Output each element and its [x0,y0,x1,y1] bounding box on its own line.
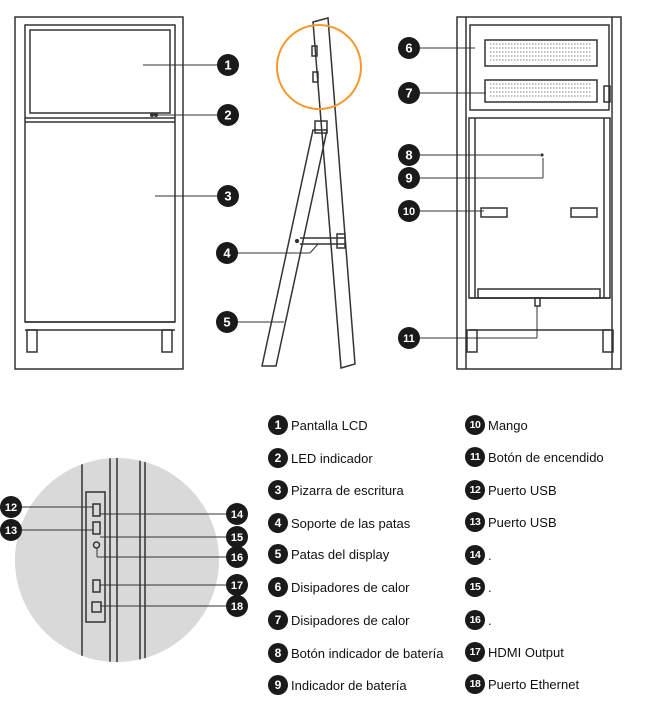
legend-label: . [488,547,492,563]
callout-4 [216,242,238,264]
legend-label: Botón de encendido [488,449,604,465]
back-view [457,17,621,369]
legend-badge: 9 [268,675,288,695]
legend-item-11 [465,446,604,468]
legend-badge: 17 [465,642,485,662]
callout-2 [217,104,239,126]
callout-6 [398,37,420,59]
legend-item-5 [268,543,389,565]
svg-text:13: 13 [4,525,18,537]
svg-text:3: 3 [224,188,232,204]
legend-label: Indicador de batería [291,677,407,693]
legend-label: Puerto USB [488,514,557,530]
front-callout-lines [143,65,217,196]
heatsink-vents [490,44,592,96]
legend-badge: 3 [268,480,288,500]
legend-item-14 [465,544,492,566]
legend-label: . [488,579,492,595]
callout-10 [398,200,420,222]
legend-label: LED indicador [291,450,373,466]
svg-text:11: 11 [403,333,415,345]
legend-label: Mango [488,417,528,433]
svg-text:8: 8 [405,147,413,163]
side-view [262,18,355,368]
legend-item-2 [268,447,373,469]
callout-11 [398,327,420,349]
back-callout-lines [420,48,543,338]
svg-text:10: 10 [402,206,416,218]
callout-13 [0,519,22,541]
callout-5 [216,311,238,333]
legend-label: Pizarra de escritura [291,482,404,498]
legend-label: Disipadores de calor [291,579,410,595]
legend-item-1 [268,414,368,436]
legend-item-18 [465,673,579,695]
callout-17 [226,574,248,596]
legend-label: Soporte de las patas [291,515,411,531]
legend-item-16 [465,609,492,631]
callout-8 [398,144,420,166]
svg-text:7: 7 [405,85,413,101]
callout-12 [0,496,22,518]
legend-item-4 [268,512,410,534]
legend-badge: 13 [465,512,485,532]
legend-label: Patas del display [291,546,390,562]
legend-badge: 5 [268,544,288,564]
svg-text:2: 2 [224,107,232,123]
legend-item-8 [268,642,444,664]
callout-14 [226,503,248,525]
legend-label: HDMI Output [488,644,564,660]
callout-16 [226,546,248,568]
legend-item-7 [268,609,410,631]
legend-label: Disipadores de calor [291,612,410,628]
legend-item-12 [465,479,557,501]
callout-1 [217,54,239,76]
legend-badge: 6 [268,577,288,597]
legend-badge: 8 [268,643,288,663]
legend-badge: 15 [465,577,485,597]
svg-text:4: 4 [223,245,231,261]
legend-item-13 [465,511,557,533]
legend-badge: 10 [465,415,485,435]
front-view [15,17,183,369]
legend-badge: 7 [268,610,288,630]
legend-badge: 11 [465,447,485,467]
svg-text:1: 1 [224,57,232,73]
callout-3 [217,185,239,207]
legend-label: Botón indicador de batería [291,645,444,661]
legend-badge: 2 [268,448,288,468]
legend-item-10 [465,414,528,436]
legend-badge: 16 [465,610,485,630]
callout-9 [398,167,420,189]
legend-item-15 [465,576,492,598]
legend-item-3 [268,479,404,501]
callout-15 [226,526,248,548]
legend-label: Puerto USB [488,482,557,498]
svg-text:17: 17 [230,580,244,592]
legend-badge: 4 [268,513,288,533]
legend-label: . [488,612,492,628]
legend-item-6 [268,576,410,598]
svg-text:15: 15 [230,532,244,544]
callout-18 [226,595,248,617]
legend-badge: 12 [465,480,485,500]
legend-item-9 [268,674,407,696]
legend-label: Puerto Ethernet [488,676,580,692]
svg-text:16: 16 [230,552,244,564]
legend-item-17 [465,641,564,663]
svg-text:18: 18 [230,601,244,613]
legend-badge: 14 [465,545,485,565]
legend-badge: 18 [465,674,485,694]
callout-7 [398,82,420,104]
svg-text:9: 9 [405,170,413,186]
svg-text:5: 5 [223,314,231,330]
side-callout-lines [237,244,318,322]
svg-text:14: 14 [230,509,244,521]
legend-label: Pantalla LCD [291,417,368,433]
svg-text:6: 6 [405,40,413,56]
legend-badge: 1 [268,415,288,435]
battery-indicator-dot [540,153,543,156]
svg-text:12: 12 [4,502,18,514]
